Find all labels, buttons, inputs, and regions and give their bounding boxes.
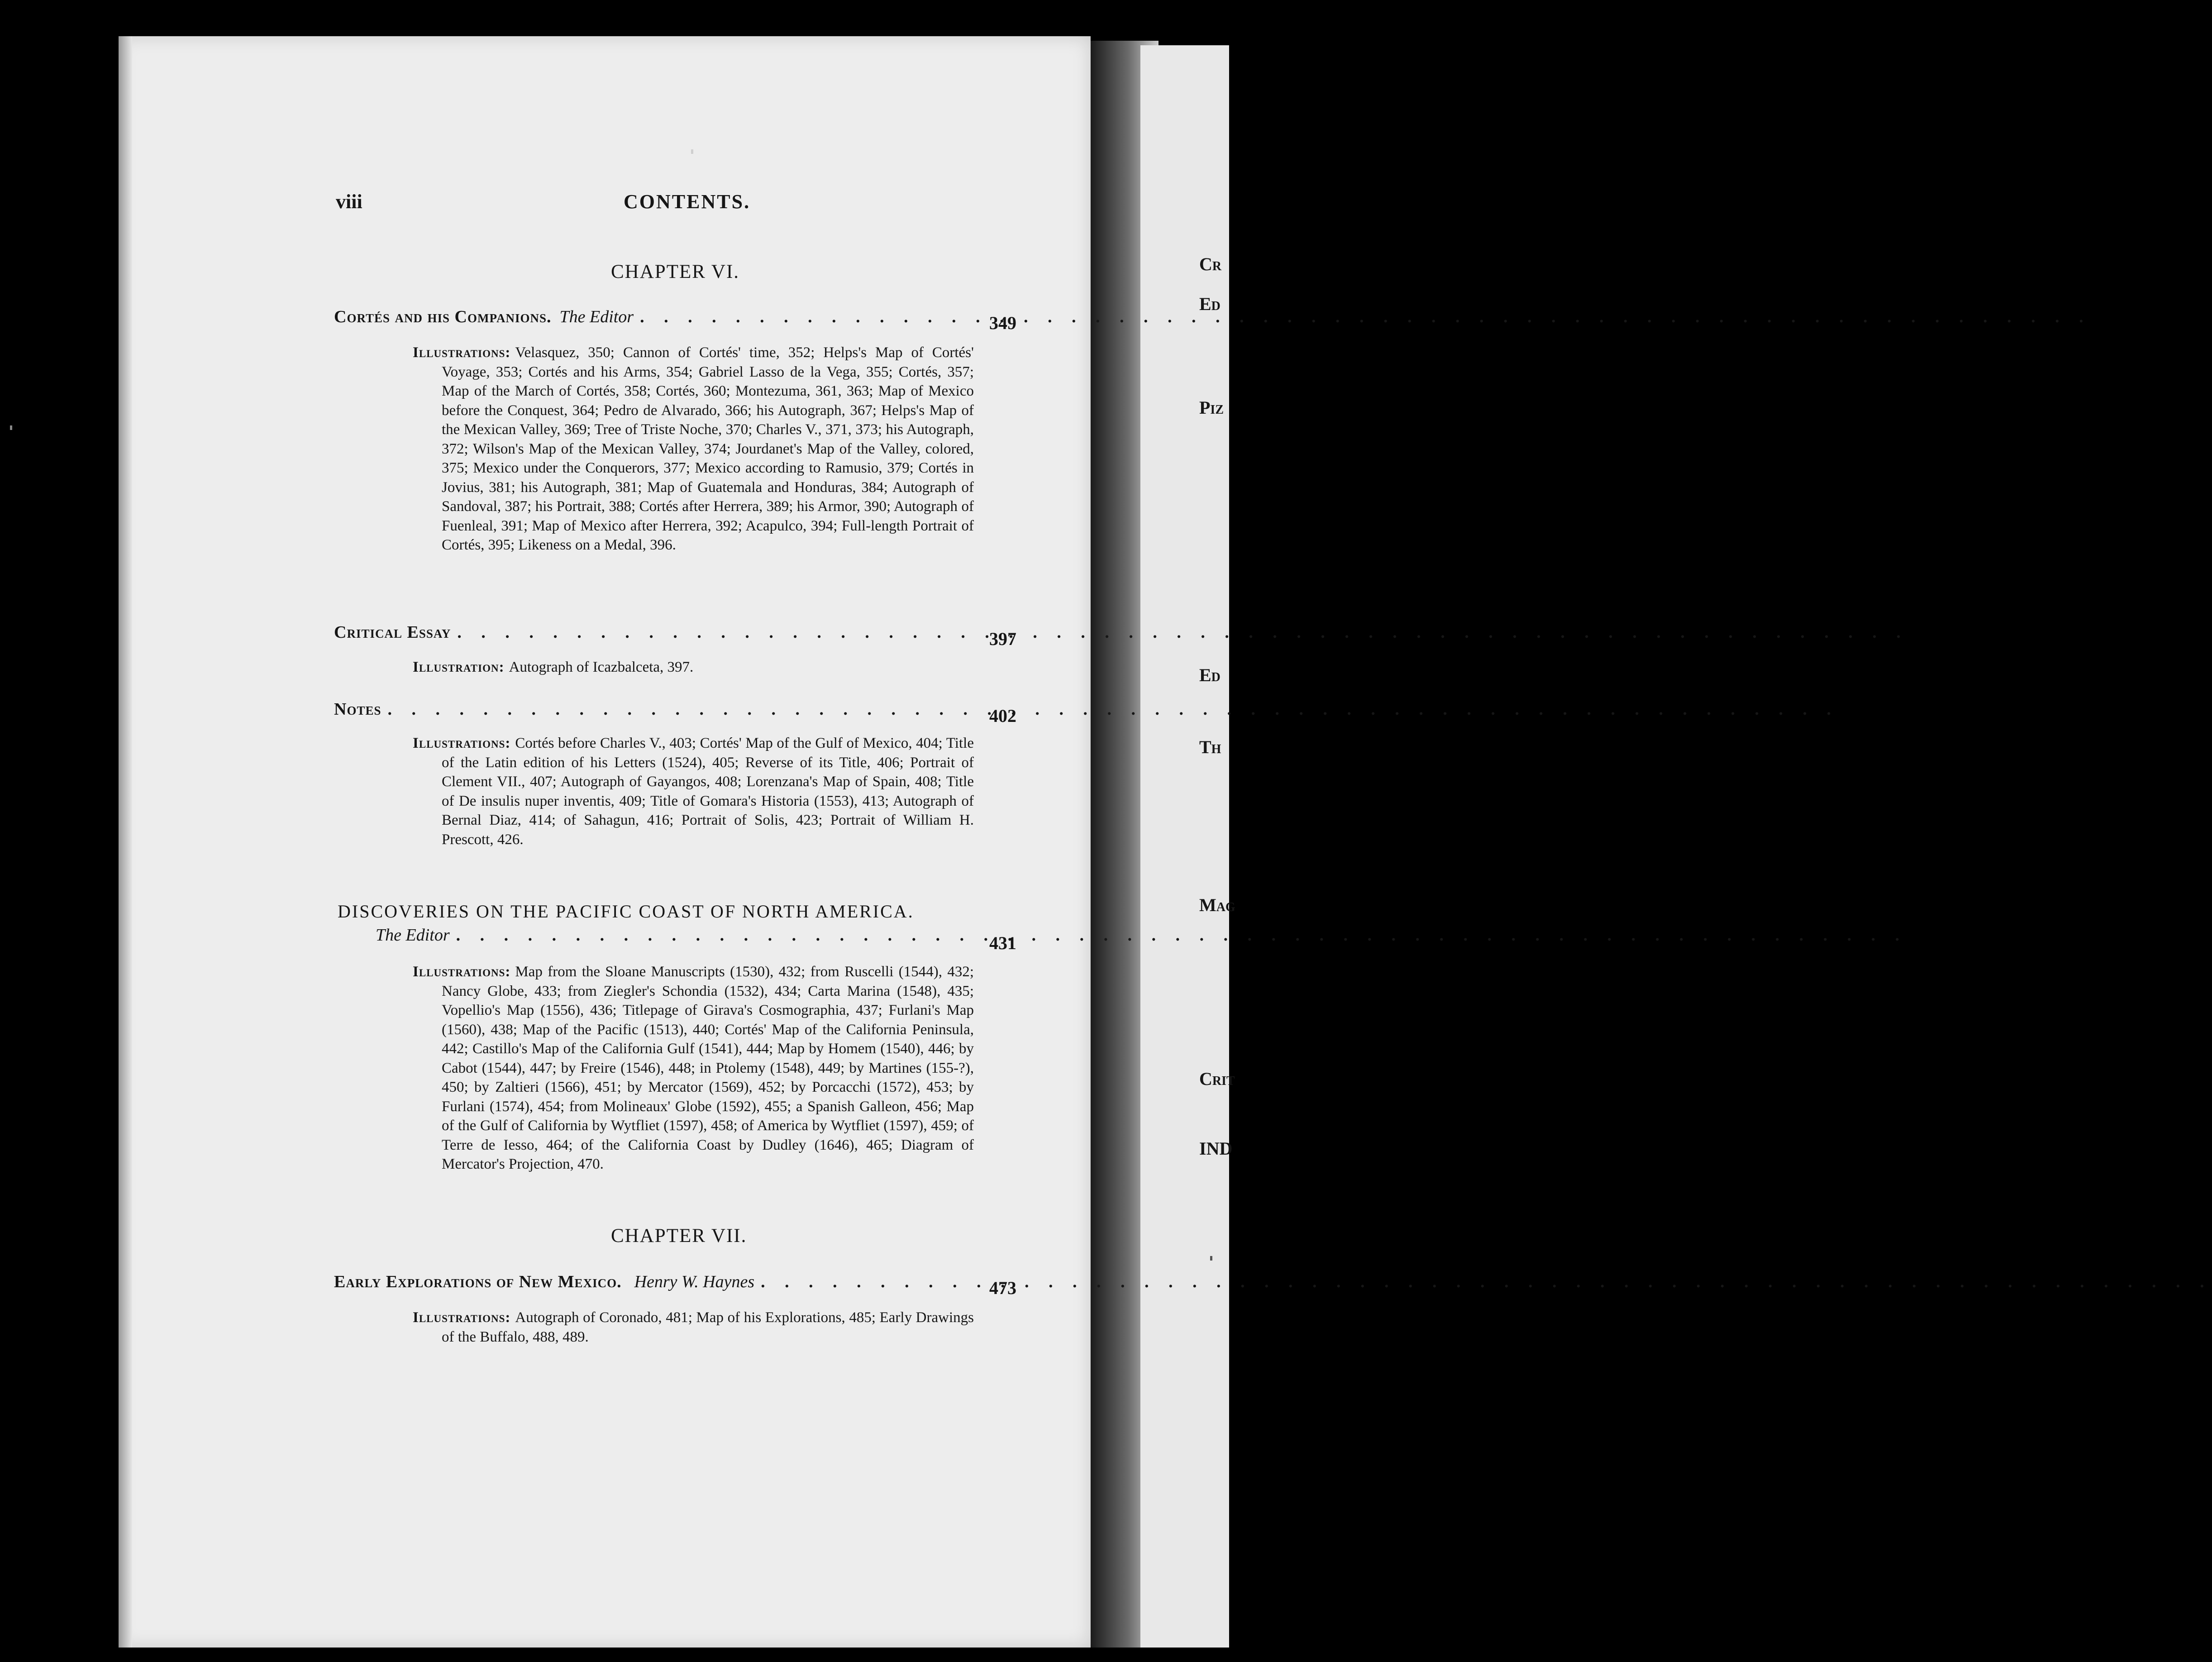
illustrations-text: Cortés before Charles V., 403; Cortés' Map of the Gulf of Mexico, 404; Title of the Latin edition of his Letters (1524), 405; Reverse of its Title, 406; Portrait of Clement VII., 407; Autograph of Gayangos, 408; Lorenzana's Map of Spain, 408; Title of De insulis nuper inventis, 409; Title of Gomara's Historia (1553), 413; Autograph of Bernal Diaz, 414; of Sahagun, 416; Portrait of Solis, 423; Portrait of William H. Prescott, 426. (442, 735, 974, 848)
illustrations-list (413, 962, 974, 1174)
illustrations-label: Illustration: (413, 659, 505, 675)
illustrations-list (413, 1308, 974, 1347)
page-edge (119, 36, 132, 1648)
entry-title-text: Cortés and his Companions. (334, 307, 552, 326)
illustrations-label: Illustrations: (413, 1309, 511, 1326)
illustrations-list (413, 734, 974, 849)
facing-page-fragment: Mag (1199, 895, 1235, 915)
entry-author: The Editor (559, 307, 634, 326)
running-title: CONTENTS. (624, 191, 751, 213)
entry-page-number: 402 (989, 706, 1016, 726)
entry-title-text: Critical Essay (334, 623, 451, 642)
illustrations-text: Map from the Sloane Manuscripts (1530), 432; from Ruscelli (1544), 432; Nancy Globe, 433; from Ziegler's Schondia (1532), 434; Carta Marina (1548), 435; Vopellio's Map (1556), 436; Titlepage of Girava's Cosmographia, 437; Furlani's Map (1560), 438; Map of the Pacific (1513), 440; Cortés' Map of the California Peninsula, 442; Castillo's Map of the California Gulf (1541), 444; Map by Homem (1540), 446; by Cabot (1544), 447; by Freire (1546), 448; in Ptolemy (1548), 449; by Martines (155-?), 450; by Zaltieri (1566), 451; by Mercator (1569), 452; by Porcacchi (1572), 453; by Furlani (1574), 454; from Molineaux' Globe (1592), 455; a Spanish Galleon, 456; Map of the Gulf of California by Wytfliet (1597), 458; of America by Wytfliet (1597), 459; of Terre de Iesso, 464; of the California Coast by Dudley (1646), 465; Diagram of Mercator's Projection, 470. (442, 964, 974, 1172)
entry-page-number: 349 (989, 313, 1016, 333)
illustrations-list (413, 343, 974, 555)
chapter-heading: CHAPTER VI. (611, 261, 740, 282)
facing-page-fragment: Ed (1199, 294, 1220, 314)
dot-leader (761, 1272, 2212, 1292)
entry-author: The Editor (376, 926, 450, 945)
toc-entry-title (334, 699, 972, 719)
toc-entry-title (334, 1272, 972, 1292)
illustrations-label: Illustrations: (413, 344, 511, 361)
illustrations-label: Illustrations: (413, 735, 511, 751)
facing-page-fragment: Crit (1199, 1069, 1235, 1089)
illustrations-text: Velasquez, 350; Cannon of Cortés' time, 352; Helps's Map of Cortés' Voyage, 353; Cortés and his Arms, 354; Gabriel Lasso de la Vega, 355; Cortés, 357; Map of the March of Cortés, 358; Cortés, 360; Montezuma, 361, 363; Map of Mexico before the Conquest, 364; Pedro de Alvarado, 366; his Autograph, 367; Helps's Map of the Mexican Valley, 369; Tree of Triste Noche, 370; Charles V., 371, 373; his Autograph, 372; Wilson's Map of the Mexican Valley, 374; Jourdanet's Map of the Valley, colored, 375; Mexico under the Conquerors, 377; Mexico according to Ramusio, 379; Cortés in Jovius, 381; his Autograph, 381; Map of Guatemala and Honduras, 384; Autograph of Sandoval, 387; his Portrait, 388; Cortés after Herrera, 389; his Armor, 390; Autograph of Fuenleal, 391; Map of Mexico after Herrera, 392; Acapulco, 394; Full-length Portrait of Cortés, 395; Likeness on a Medal, 396. (442, 344, 974, 553)
facing-page-fragment: Ed (1199, 665, 1220, 685)
facing-page-fragment: Piz (1199, 397, 1224, 418)
toc-entry-title (334, 307, 972, 327)
facing-page-fragment: Cr (1199, 254, 1222, 274)
entry-page-number: 431 (989, 933, 1016, 953)
illustrations-text: Autograph of Coronado, 481; Map of his Explorations, 485; Early Drawings of the Buffalo, 488, 489. (442, 1309, 974, 1345)
facing-page (1140, 45, 1229, 1648)
entry-title-text: Early Explorations of New Mexico. (334, 1272, 622, 1291)
dot-leader (457, 622, 1908, 642)
entry-page-number: 397 (989, 629, 1016, 649)
dot-leader (387, 699, 1839, 719)
entry-author: Henry W. Haynes (634, 1272, 755, 1291)
chapter-heading: CHAPTER VII. (611, 1225, 747, 1246)
toc-entry-author-line (376, 925, 972, 945)
toc-entry-title: DISCOVERIES ON THE PACIFIC COAST OF NORTH AMERICA. (338, 901, 914, 922)
toc-entry-title (334, 622, 972, 642)
dot-leader (640, 307, 2091, 327)
speck (1210, 1256, 1212, 1261)
speck (10, 425, 12, 430)
facing-page-fragment: IND (1199, 1138, 1233, 1159)
facing-page-fragment: Th (1199, 737, 1221, 757)
illustrations-list (413, 658, 974, 677)
dot-leader (456, 925, 1907, 945)
illustrations-label: Illustrations: (413, 964, 511, 980)
illustrations-text: Autograph of Icazbalceta, 397. (509, 659, 694, 675)
speck (691, 149, 693, 154)
entry-page-number: 473 (989, 1278, 1016, 1298)
page-folio: viii (336, 191, 362, 213)
entry-title-text: Notes (334, 700, 381, 719)
